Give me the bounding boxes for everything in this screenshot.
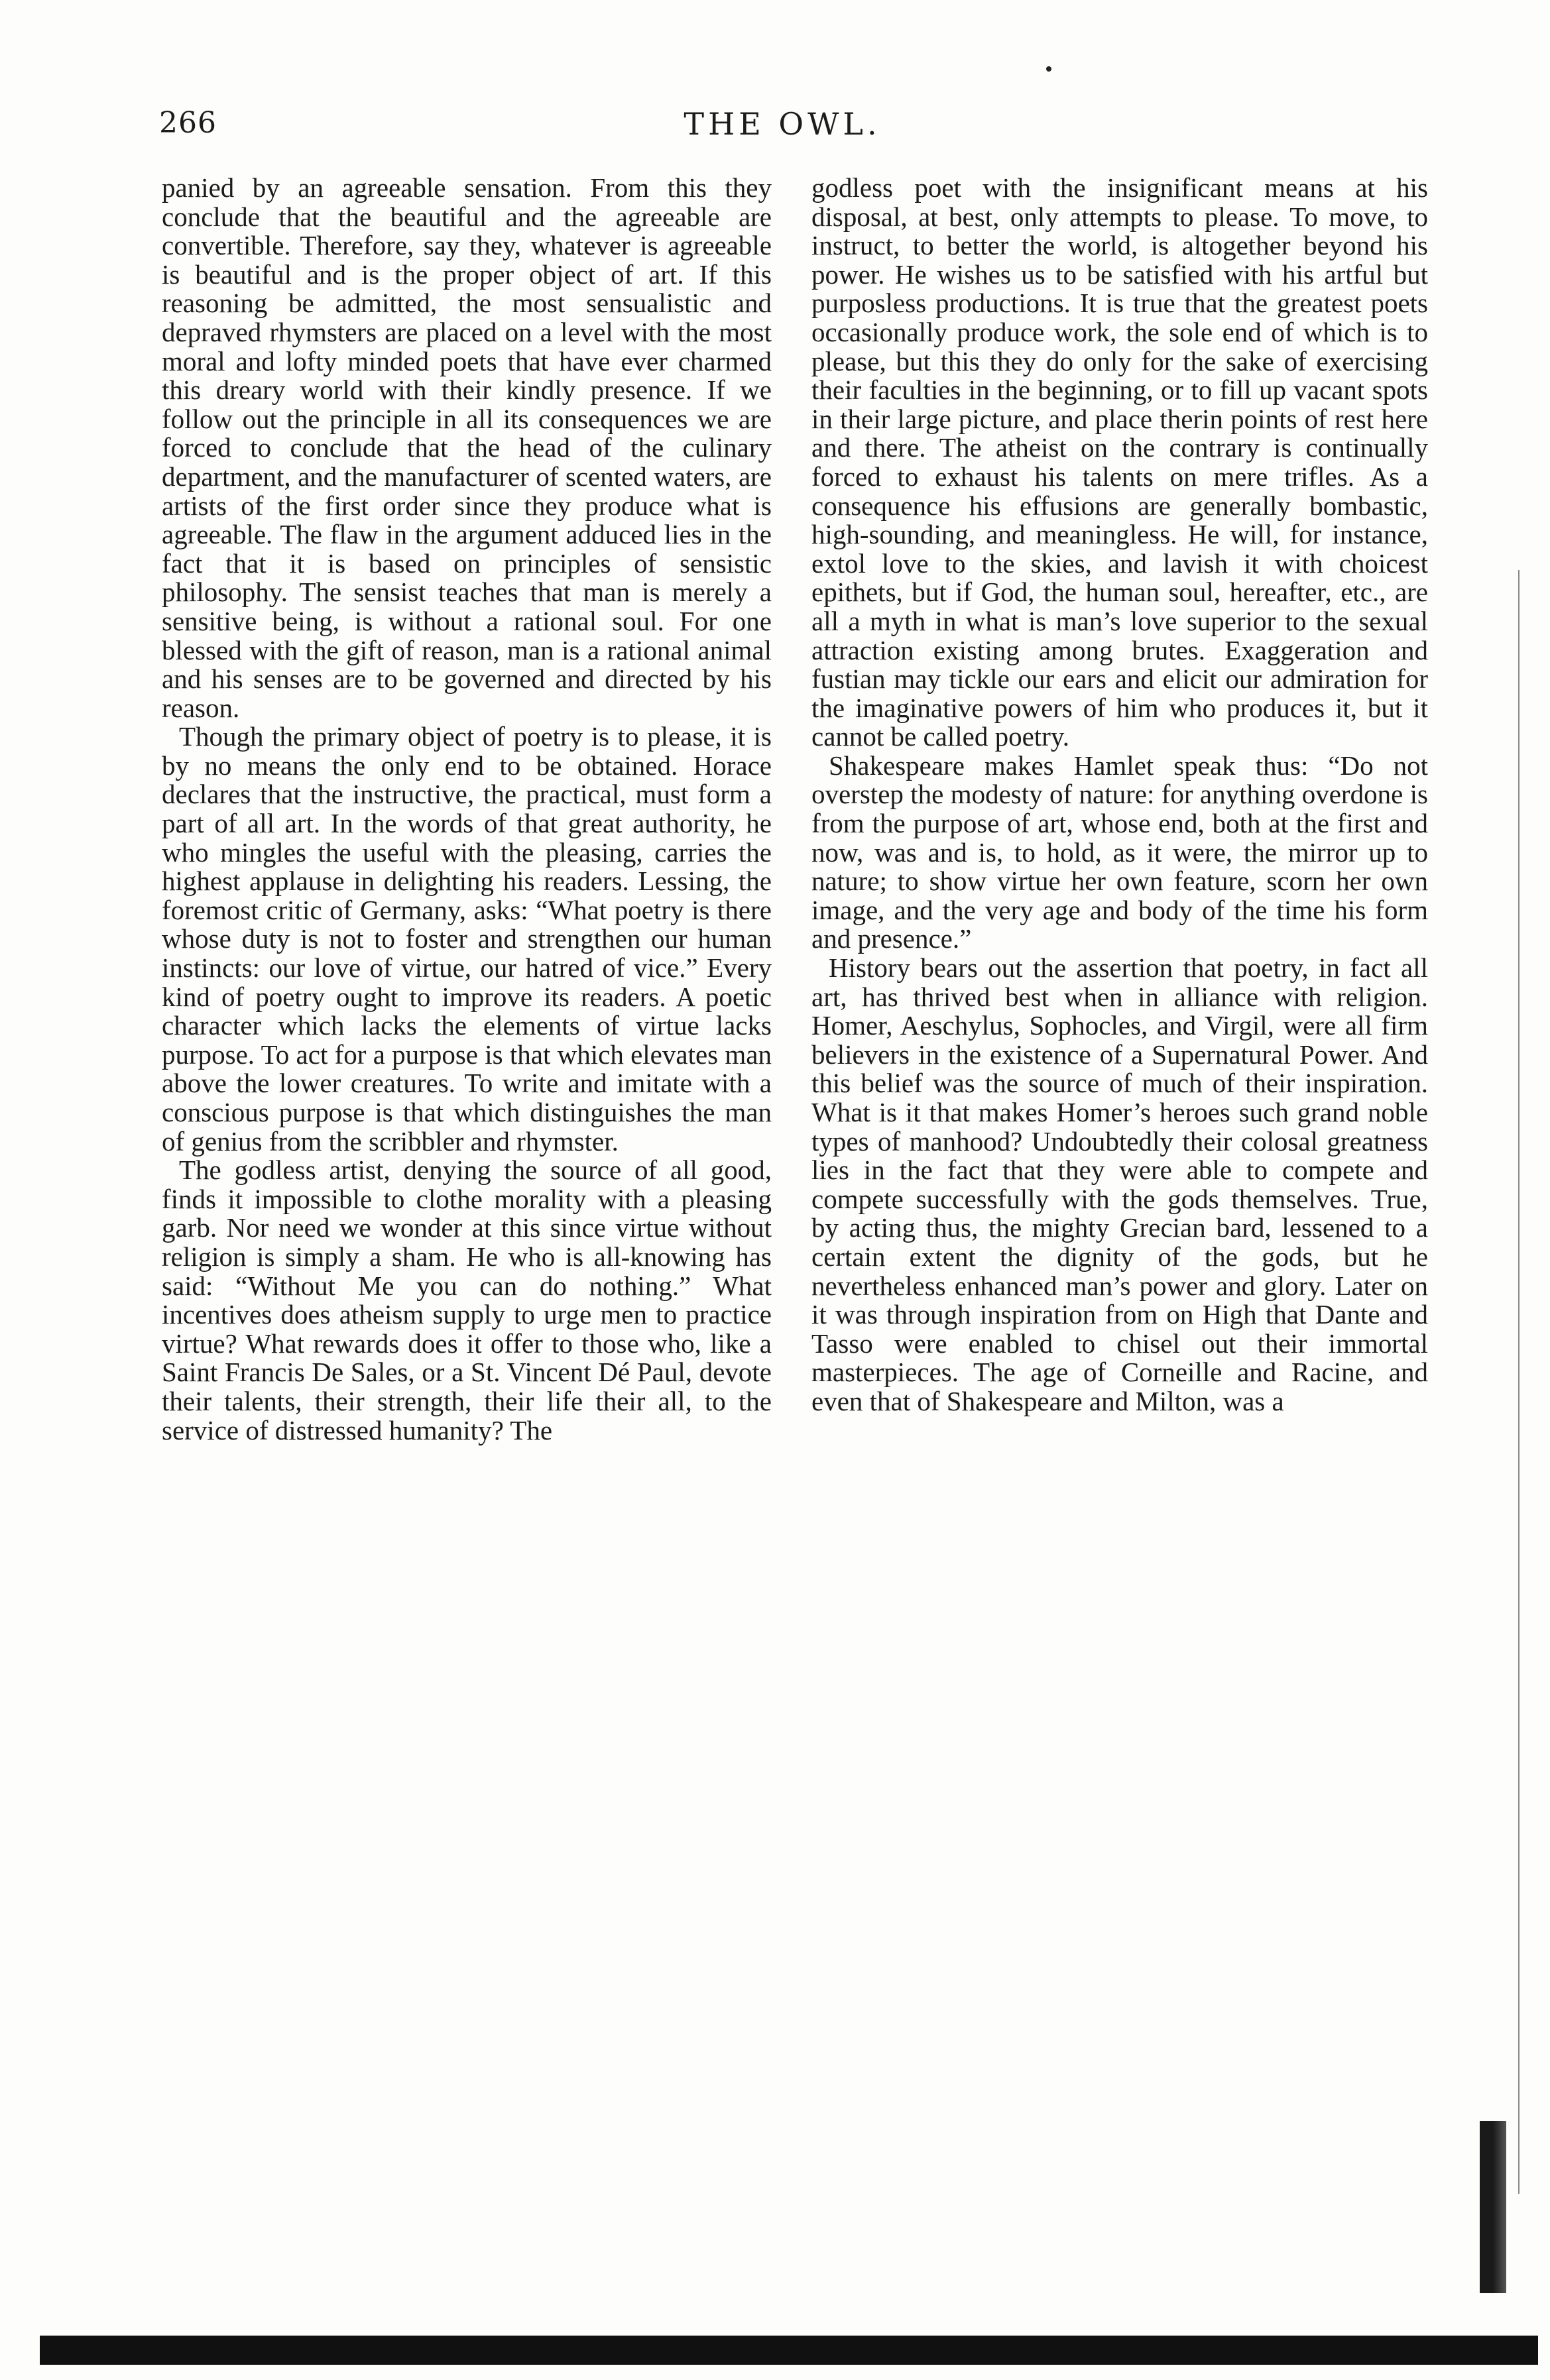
right-paragraph-2: Shakespeare makes Hamlet speak thus: “Do not overstep the modesty of nature: for anything overdone is from the purpose of art, whose end, both at the first and now, was and is, to hold, as it were, the mirror up to nature; to show virtue her own feature, scorn her own image, and the very age and body of the time his form and presence.” — [811, 750, 1428, 954]
right-paragraph-1: godless poet with the insignificant means at his disposal, at best, only attempts to please. To move, to instruct, to better the world, is altogether beyond his power. He wishes us to be satisfied with his artful but purposless productions. It is true that the greatest poets occasionally produce work, the sole end of which is to please, but this they do only for the sake of exercising their faculties in the beginning, or to fill up vacant spots in their large picture, and place therin points of rest here and there. The atheist on the contrary is continually forced to exhaust his talents on mere trifles. As a consequence his effusions are generally bombastic, high-sounding, and meaningless. He will, for instance, extol love to the skies, and lavish it with choicest epithets, but if God, the human soul, hereafter, etc., are all a myth in what is man’s love superior to the sexual attraction existing among brutes. Exaggeration and fustian may tickle our ears and elicit our admiration for the imaginative powers of him who produces it, but it cannot be called poetry. — [811, 172, 1428, 752]
scan-speck — [1046, 66, 1051, 72]
page-number: 266 — [159, 106, 217, 140]
page-header — [159, 106, 1405, 152]
left-paragraph-3: The godless artist, denying the source of all good, finds it impossible to clothe morality with a pleasing garb. Nor need we wonder at this since virtue without religion is simply a sham. He who is all-knowing has said: “Without Me you can do nothing.” What incentives does atheism supply to urge men to practice virtue? What rewards does it offer to those who, like a Saint Francis De Sales, or a St. Vincent Dé Paul, devote their talents, their strength, their life their all, to the service of distressed humanity? The — [162, 1155, 772, 1445]
right-paragraph-3: History bears out the assertion that poetry, in fact all art, has thrived best when in alliance with religion. Homer, Aeschylus, Sophocles, and Virgil, were all firm believers in the existence of a Supernatural Power. And this belief was the source of much of their inspiration. What is it that makes Homer’s heroes such grand noble types of manhood? Undoubtedly their colosal greatness lies in the fact that they were able to compete and compete successfully with the gods themselves. True, by acting thus, the mighty Grecian bard, lessened to a certain extent the dignity of the gods, but he nevertheless enhanced man’s power and glory. Later on it was through inspiration from on High that Dante and Tasso were enabled to chisel out their immortal masterpieces. The age of Corneille and Racine, and even that of Shakespeare and Milton, was a — [811, 952, 1428, 1416]
right-column — [811, 174, 1428, 1416]
scan-bottom-bar — [40, 2336, 1538, 2365]
left-column — [162, 174, 772, 1445]
scan-edge-line — [1518, 570, 1520, 2194]
scan-edge-artifact — [1480, 2121, 1506, 2293]
left-paragraph-1: panied by an agreeable sensation. From this they conclude that the beautiful and the agreeable are convertible. Therefore, say they, whatever is agreeable is beautiful and is the proper object of art. If this reasoning be admitted, the most sensualistic and depraved rhymsters are placed on a level with the most moral and lofty minded poets that have ever charmed this dreary world with their kindly presence. If we follow out the principle in all its consequences we are forced to conclude that the head of the culinary department, and the manufacturer of scented waters, are artists of the first order since they produce what is agreeable. The flaw in the argument adduced lies in the fact that it is based on principles of sensistic philosophy. The sensist teaches that man is merely a sensitive being, is without a rational soul. For one blessed with the gift of reason, man is a rational animal and his senses are to be governed and directed by his reason. — [162, 172, 772, 723]
running-title: THE OWL. — [684, 106, 881, 142]
left-paragraph-2: Though the primary object of poetry is to please, it is by no means the only end to be obtained. Horace declares that the instructive, the practical, must form a part of all art. In the words of that great authority, he who mingles the useful with the pleasing, carries the highest applause in delighting his readers. Lessing, the foremost critic of Germany, asks: “What poetry is there whose duty is not to foster and strengthen our human instincts: our love of virtue, our hatred of vice.” Every kind of poetry ought to improve its readers. A poetic character which lacks the elements of virtue lacks purpose. To act for a purpose is that which elevates man above the lower creatures. To write and imitate with a conscious purpose is that which distinguishes the man of genius from the scribbler and rhymster. — [162, 721, 772, 1157]
